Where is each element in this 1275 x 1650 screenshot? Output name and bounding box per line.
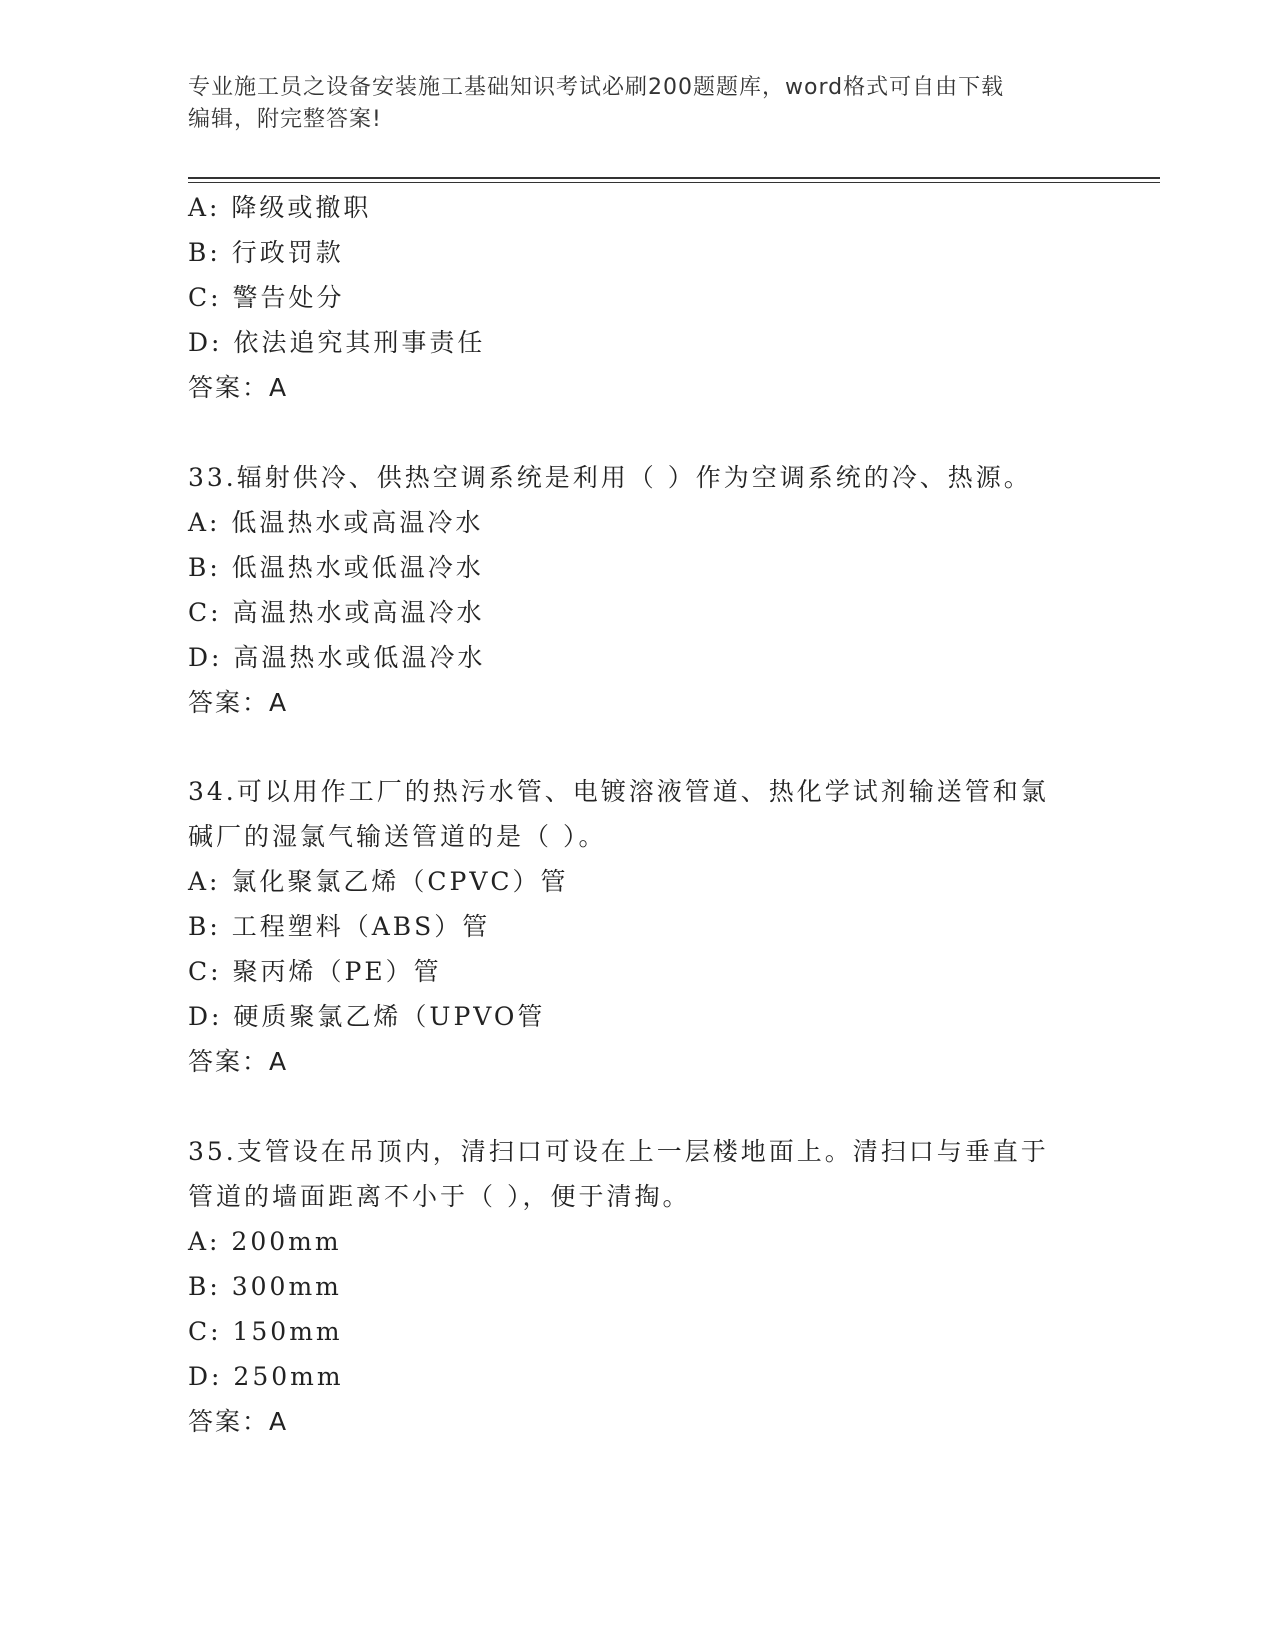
document-header: [188, 72, 1068, 136]
q33-option-c: C: 高温热水或高温冷水: [188, 598, 485, 627]
q33-option-d: D: 高温热水或低温冷水: [188, 643, 486, 672]
q33-option-b: B: 低温热水或低温冷水: [188, 553, 484, 582]
q32-answer: 答案：A: [188, 373, 289, 402]
q34-option-d: D: 硬质聚氯乙烯（UPVO管: [188, 1002, 546, 1031]
q32-option-d: D: 依法追究其刑事责任: [188, 328, 486, 357]
q34-option-a: A: 氯化聚氯乙烯（CPVC）管: [188, 867, 569, 896]
q34-stem-line-1: 34.可以用作工厂的热污水管、电镀溶液管道、热化学试剂输送管和氯: [188, 777, 1049, 806]
q35-stem-line-2: 管道的墙面距离不小于（ ），便于清掏。: [188, 1182, 691, 1211]
q33-stem: 33.辐射供冷、供热空调系统是利用（ ）作为空调系统的冷、热源。: [188, 463, 1032, 492]
q33-answer: 答案：A: [188, 688, 289, 717]
q35-option-d: D: 250mm: [188, 1362, 344, 1391]
q35-stem-line-1: 35.支管设在吊顶内，清扫口可设在上一层楼地面上。清扫口与垂直于: [188, 1137, 1049, 1166]
q35-answer: 答案：A: [188, 1407, 289, 1436]
header-rule-thick: [188, 177, 1160, 179]
header-rule-thin: [188, 182, 1160, 183]
q34-answer: 答案：A: [188, 1047, 289, 1076]
q35-option-c: C: 150mm: [188, 1317, 343, 1346]
q35-option-a: A: 200mm: [188, 1227, 342, 1256]
q34-stem-line-2: 碱厂的湿氯气输送管道的是（ ）。: [188, 822, 607, 851]
q32-option-b: B: 行政罚款: [188, 238, 344, 267]
q34-option-c: C: 聚丙烯（PE）管: [188, 957, 442, 986]
q32-option-c: C: 警告处分: [188, 283, 345, 312]
q35-option-b: B: 300mm: [188, 1272, 342, 1301]
q34-option-b: B: 工程塑料（ABS）管: [188, 912, 491, 941]
header-line-2: 编辑，附完整答案!: [188, 107, 382, 132]
header-line-1: 专业施工员之设备安装施工基础知识考试必刷200题题库，word格式可自由下载: [188, 75, 1005, 100]
q32-option-a: A: 降级或撤职: [188, 193, 372, 222]
q33-option-a: A: 低温热水或高温冷水: [188, 508, 484, 537]
